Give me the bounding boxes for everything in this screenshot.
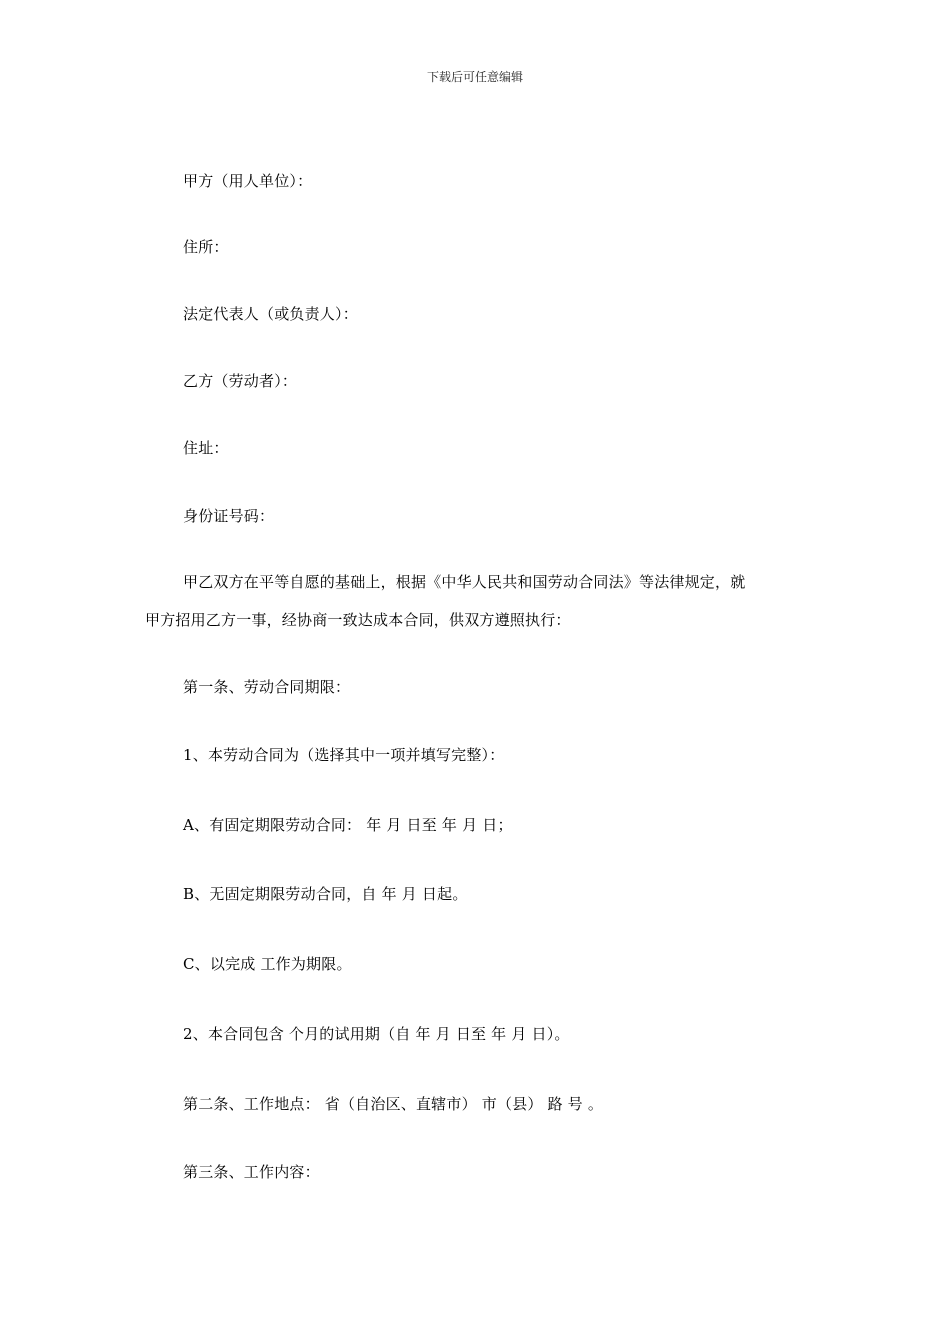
- article-1-title: 第一条、劳动合同期限：: [183, 678, 351, 696]
- party-b-label: 乙方（劳动者）：: [183, 372, 298, 390]
- id-number-label: 身份证号码：: [183, 507, 275, 525]
- article-1-option-b: B、无固定期限劳动合同，自 年 月 日起。: [183, 885, 468, 903]
- residence-label: 住所：: [183, 238, 229, 256]
- article-2: 第二条、工作地点： 省（自治区、直辖市） 市（县） 路 号 。: [183, 1095, 604, 1113]
- article-1-option-a: A、有固定期限劳动合同： 年 月 日至 年 月 日；: [183, 816, 513, 834]
- party-a-label: 甲方（用人单位）：: [183, 172, 313, 190]
- address-label: 住址：: [183, 439, 229, 457]
- article-3-title: 第三条、工作内容：: [183, 1163, 320, 1181]
- article-1-item-1: 1、本劳动合同为（选择其中一项并填写完整）：: [183, 746, 505, 764]
- preamble-line-2: 甲方招用乙方一事，经协商一致达成本合同，供双方遵照执行：: [145, 611, 571, 629]
- page-header-note: 下载后可任意编辑: [426, 70, 523, 84]
- article-1-item-2: 2、本合同包含 个月的试用期（自 年 月 日至 年 月 日）。: [183, 1025, 570, 1043]
- legal-representative-label: 法定代表人（或负责人）：: [183, 305, 358, 323]
- article-1-option-c: C、以完成 工作为期限。: [183, 955, 352, 973]
- preamble-line-1: 甲乙双方在平等自愿的基础上，根据《中华人民共和国劳动合同法》等法律规定，就: [183, 573, 746, 591]
